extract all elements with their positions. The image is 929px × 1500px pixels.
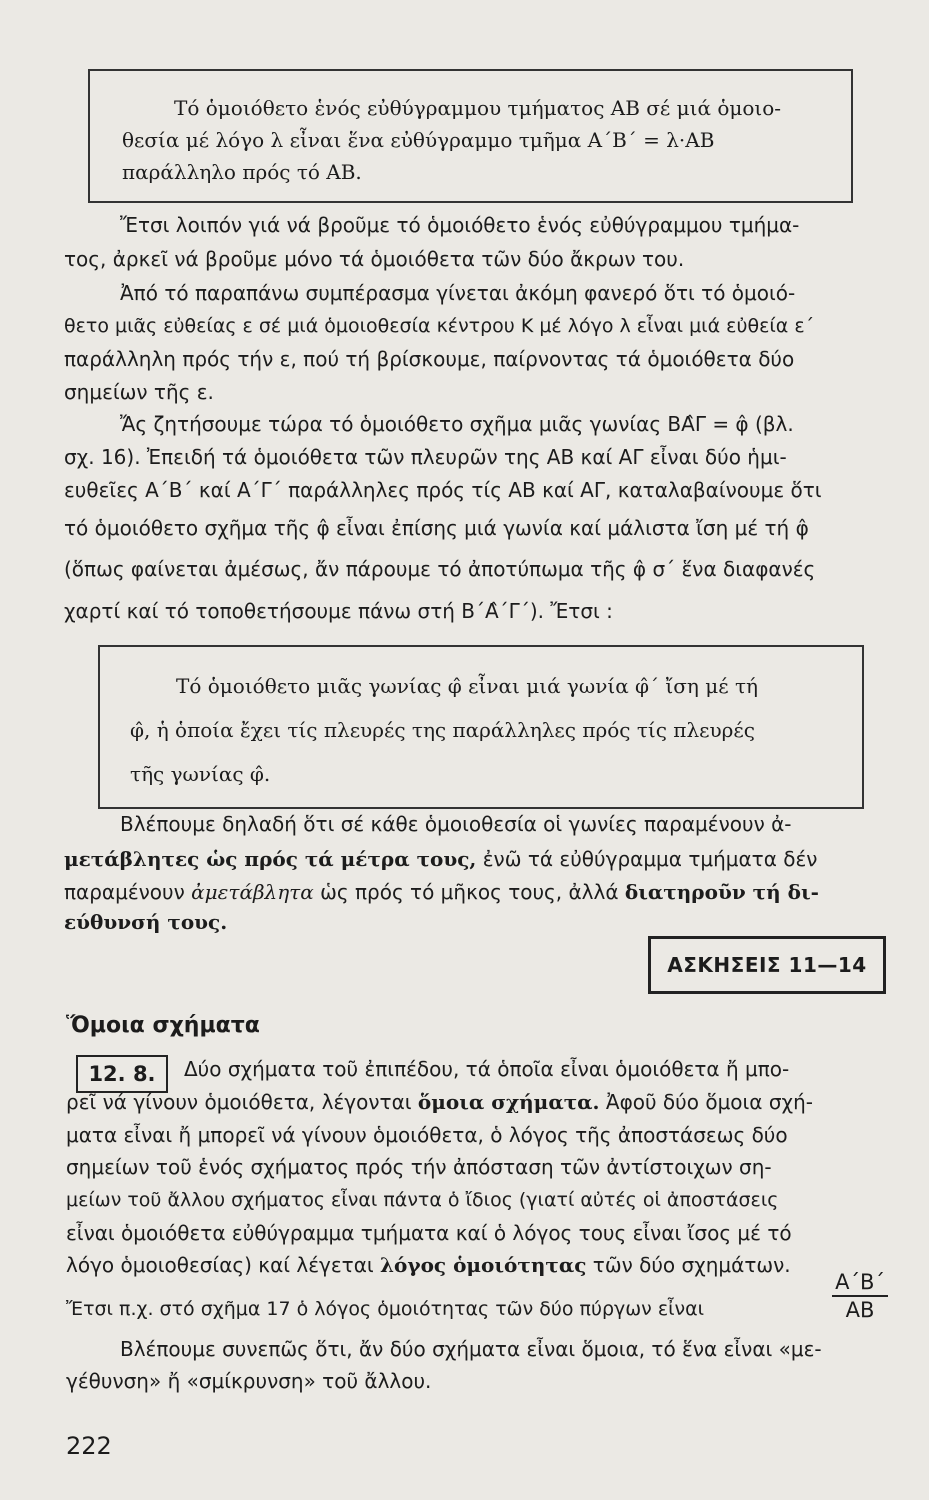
para1-line-12: χαρτί καί τό τοποθετήσουμε πάνω στή Β΄Α̂΄Γ΄). Ἔτσι : bbox=[64, 599, 613, 623]
para2-line-3 bbox=[64, 878, 819, 906]
para2-text-2: ἐνῶ τά εὐθύγραμμα τμήματα δέν bbox=[476, 847, 818, 871]
para2-line-2 bbox=[64, 845, 817, 873]
para1-line-9: ευθεῖες Α΄Β΄ καί Α΄Γ΄ παράλληλες πρός τίς ΑΒ καί ΑΓ, καταλαβαίνουμε ὅτι bbox=[64, 478, 822, 502]
box2-line-1: Τό ὁμοιόθετο μιᾶς γωνίας φ̂ εἶναι μιά γωνία φ̂΄ ἴση μέ τή bbox=[176, 674, 759, 698]
para3-text-7a: λόγο ὁμοιοθεσίας) καί λέγεται bbox=[66, 1253, 381, 1277]
para4-line-2: γέθυνση» ἤ «σμίκρυνση» τοῦ ἄλλου. bbox=[66, 1369, 432, 1393]
para1-line-1: Ἔτσι λοιπόν γιά νά βροῦμε τό ὁμοιόθετο ἑνός εὐθύγραμμου τμήμα- bbox=[120, 213, 800, 237]
para1-line-4: θετο μιᾶς εὐθείας ε σέ μιά ὁμοιοθεσία κέντρου Κ μέ λόγο λ εἶναι μιά εὐθεία ε΄ bbox=[64, 315, 815, 337]
para3-bold-1: ὅμοια σχήματα. bbox=[417, 1090, 600, 1114]
para3-line-1: Δύο σχήματα τοῦ ἐπιπέδου, τά ὁποῖα εἶναι ὁμοιόθετα ἤ μπο- bbox=[184, 1057, 790, 1081]
para1-line-11: (ὅπως φαίνεται ἀμέσως, ἄν πάρουμε τό ἀποτύπωμα τῆς φ̂ σ΄ ἕνα διαφανές bbox=[64, 557, 816, 581]
fraction-denominator: ΑΒ bbox=[845, 1298, 875, 1322]
section-number: 12. 8. bbox=[88, 1062, 156, 1086]
para3-line-7 bbox=[66, 1251, 791, 1279]
page-number: 222 bbox=[66, 1432, 112, 1460]
para1-line-5: παράλληλη πρός τήν ε, πού τή βρίσκουμε, παίρνοντας τά ὁμοιόθετα δύο bbox=[64, 347, 795, 371]
para2-bold-2: διατηροῦν τή δι- bbox=[624, 880, 819, 904]
section-heading: Ὅμοια σχήματα bbox=[66, 1013, 260, 1038]
para3-line-5: μείων τοῦ ἄλλου σχήματος εἶναι πάντα ὁ ἴδιος (γιατί αὐτές οἱ ἀποστάσεις bbox=[66, 1189, 779, 1211]
para1-line-6: σημείων τῆς ε. bbox=[64, 380, 214, 404]
para1-line-7: Ἄς ζητήσουμε τώρα τό ὁμοιόθετο σχῆμα μιᾶς γωνίας ΒΑ̂Γ = φ̂ (βλ. bbox=[120, 412, 794, 436]
exercises-label: ΑΣΚΗΣΕΙΣ 11—14 bbox=[667, 953, 867, 977]
box2-line-2: φ̂, ἡ ὁποία ἔχει τίς πλευρές της παράλληλες πρός τίς πλευρές bbox=[130, 718, 755, 742]
para3-line-3: ματα εἶναι ἤ μπορεῖ νά γίνουν ὁμοιόθετα, ὁ λόγος τῆς ἀποστάσεως δύο bbox=[66, 1123, 788, 1147]
para2-text-3b: ὡς πρός τό μῆκος τους, ἀλλά bbox=[313, 880, 625, 904]
box1-line-3: παράλληλο πρός τό ΑΒ. bbox=[122, 160, 362, 184]
para2-line-4: εύθυνσή τους. bbox=[64, 910, 228, 934]
para3-text-2a: ρεῖ νά γίνουν ὁμοιόθετα, λέγονται bbox=[66, 1090, 418, 1114]
para2-italic: ἀμετάβλητα bbox=[191, 880, 314, 904]
para3-line-4: σημείων τοῦ ἑνός σχήματος πρός τήν ἀπόσταση τῶν ἀντίστοιχων ση- bbox=[66, 1155, 772, 1179]
similarity-ratio-fraction bbox=[832, 1270, 888, 1322]
para1-line-10: τό ὁμοιόθετο σχῆμα τῆς φ̂ εἶναι ἐπίσης μιά γωνία καί μάλιστα ἴση μέ τή φ̂ bbox=[64, 516, 809, 540]
para1-line-3: Ἀπό τό παραπάνω συμπέρασμα γίνεται ἀκόμη φανερό ὅτι τό ὁμοιό- bbox=[120, 281, 796, 305]
para3-text-2b: Ἀφοῦ δύο ὅμοια σχή- bbox=[599, 1090, 813, 1114]
box1-line-1: Τό ὁμοιόθετο ἑνός εὐθύγραμμου τμήματος ΑΒ σέ μιά ὁμοιο- bbox=[174, 96, 782, 120]
box1-line-2: θεσία μέ λόγο λ εἶναι ἕνα εὐθύγραμμο τμῆμα Α΄Β΄ = λ·ΑΒ bbox=[122, 128, 715, 152]
para4-line-1: Βλέπουμε συνεπῶς ὅτι, ἄν δύο σχήματα εἶναι ὅμοια, τό ἕνα εἶναι «με- bbox=[120, 1337, 822, 1361]
para3-line-2 bbox=[66, 1088, 813, 1116]
fraction-numerator: Α΄Β΄ bbox=[835, 1270, 885, 1294]
para2-line-1: Βλέπουμε δηλαδή ὅτι σέ κάθε ὁμοιοθεσία οἱ γωνίες παραμένουν ἀ- bbox=[120, 812, 792, 836]
para1-line-2: τος, ἀρκεῖ νά βροῦμε μόνο τά ὁμοιόθετα τῶν δύο ἄκρων του. bbox=[64, 247, 685, 271]
exercises-label-box bbox=[648, 936, 886, 994]
para2-text-3a: παραμένουν bbox=[64, 880, 192, 904]
para3-text-7b: τῶν δύο σχημάτων. bbox=[586, 1253, 791, 1277]
para3-line-6: εἶναι ὁμοιόθετα εὐθύγραμμα τμήματα καί ὁ λόγος τους εἶναι ἴσος μέ τό bbox=[66, 1221, 792, 1245]
para1-line-8: σχ. 16). Ἐπειδή τά ὁμοιόθετα τῶν πλευρῶν της ΑΒ καί ΑΓ εἶναι δύο ἡμι- bbox=[64, 445, 787, 469]
para3-bold-2: λόγος ὁμοιότητας bbox=[380, 1253, 587, 1277]
box2-line-3: τῆς γωνίας φ̂. bbox=[130, 762, 271, 786]
para3-line-8: Ἔτσι π.χ. στό σχῆμα 17 ὁ λόγος ὁμοιότητας τῶν δύο πύργων εἶναι bbox=[66, 1298, 705, 1320]
para2-bold-1: μετάβλητες ὡς πρός τά μέτρα τους, bbox=[64, 847, 477, 871]
fraction-bar bbox=[832, 1295, 888, 1297]
